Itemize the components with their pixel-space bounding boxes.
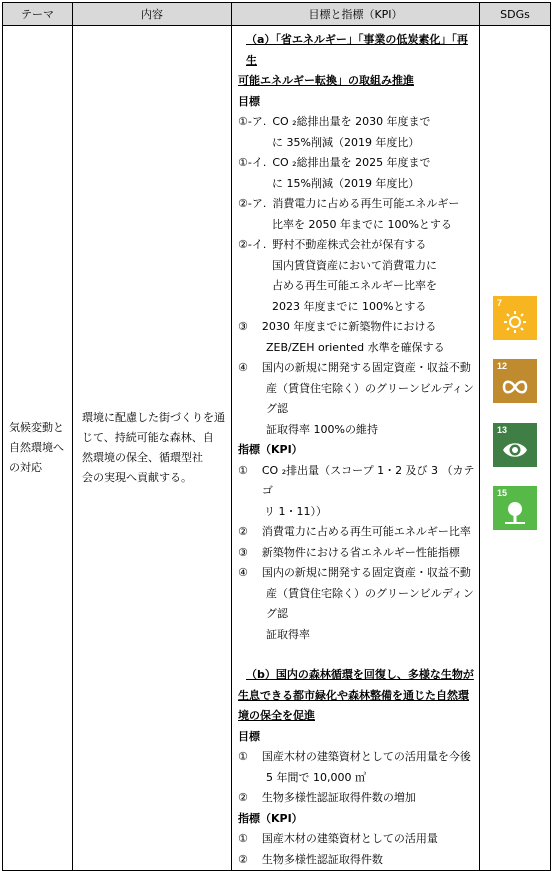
goal-item [238,358,475,379]
sdg-12-icon [493,359,537,403]
section-a-kpi-label: 指標（KPI） [238,443,303,456]
goal-number: ①-イ. [238,156,267,169]
goal-text: 消費電力に占める再生可能エネルギー [272,197,460,210]
theme-line: 気候変動と [9,421,64,434]
kpi-number: ① [238,832,248,845]
theme-line: 自然環境へ [9,441,64,454]
goal-number: ② [238,791,248,804]
kpi-text: 消費電力に占める再生可能エネルギー比率 [261,525,471,538]
header-sdgs: SDGs [480,3,551,26]
content-cell [73,26,232,871]
kpi-item [238,461,475,502]
goal-text: に 15%削減（2019 年度比） [272,176,420,190]
goal-item [238,235,475,256]
goal-text: 証取得率 100%の維持 [266,422,378,436]
kpi-item [238,522,475,543]
goal-number: ① [238,750,248,763]
sdg-15-icon [493,486,537,530]
kpi-item [238,850,475,871]
sdgs-gap [480,467,550,486]
section-b-kpi-label: 指標（KPI） [238,811,303,825]
kpi-number: ② [238,525,248,538]
sdgs-gap [480,340,550,359]
kpi-item [238,543,475,564]
content-line: 会の実現へ貢献する。 [82,471,192,484]
sun-icon [503,310,527,334]
goal-text: CO ₂総排出量を 2030 年度まで [272,115,431,128]
kpi-text: 産（賃貸住宅除く）のグリーンビルディング認 [266,586,474,620]
kpi-item [238,563,475,584]
kpi-text: 新築物件における省エネルギー性能指標 [261,545,460,559]
kpi-text: 国産木材の建築資材としての活用量 [261,832,438,845]
kpi-text: CO ₂排出量（スコープ 1・2 及び 3 （カテゴ [261,463,475,497]
goal-text: 野村不動産株式会社が保有する [272,238,427,251]
eye-globe-icon [502,439,528,461]
goal-text: 生物多様性認証取得件数の増加 [261,791,416,804]
sdg-7-icon [493,296,537,340]
header-content: 内容 [73,3,232,26]
goal-text: 国内の新規に開発する固定資産・収益不動 [261,361,471,374]
theme-line: の対応 [9,461,42,474]
kpi-text: 国内の新規に開発する固定資産・収益不動 [261,566,471,579]
sdgs-top-spacer [480,26,550,296]
kpi-text: 証取得率 [266,627,310,641]
theme-cell [3,26,73,871]
section-b-heading: 生息できる都市緑化や森林整備を通じた自然環 [238,688,469,702]
goal-number: ①-ア. [238,115,267,128]
sdg-number: 7 [497,298,503,308]
goal-text: 5 年間で 10,000 ㎥ [266,770,366,784]
goal-item [238,317,475,338]
sustainability-table [2,2,551,871]
goal-text: 占める再生可能エネルギー比率を [272,279,437,292]
sdg-number: 13 [497,425,508,435]
section-a-goals-label: 目標 [238,94,260,108]
goal-number: ④ [238,361,248,374]
goal-item [238,153,475,174]
section-a-heading: （a）「省エネルギー」「事業の低炭素化」「再生 [246,33,468,67]
goal-text: 比率を 2050 年までに 100%とする [272,217,452,231]
goal-number: ②-イ. [238,238,267,251]
section-b-heading: 境の保全を促進 [238,709,315,722]
sdgs-cell [480,26,551,871]
infinity-icon [502,377,528,397]
sdg-number: 15 [497,488,508,498]
goal-text: 2023 年度までに 100%とする [272,299,427,313]
content-line: じて、持続可能な森林、自 [82,431,214,444]
kpi-number: ④ [238,566,248,579]
header-theme: テーマ [3,3,73,26]
header-row [3,3,551,26]
section-spacer [238,645,475,665]
content-line: 然環境の保全、循環型社 [82,451,203,464]
goal-text: CO ₂総排出量を 2025 年度まで [272,156,431,169]
sdg-13-icon [493,423,537,467]
kpi-text: 生物多様性認証取得件数 [261,852,383,866]
body-row [3,26,551,871]
goal-number: ③ [238,320,248,333]
header-goals: 目標と指標（KPI） [232,3,480,26]
section-b-heading: （b）国内の森林循環を回復し、多様な生物が [246,668,474,681]
goal-text: 産（賃貸住宅除く）のグリーンビルディング認 [266,381,474,415]
sdg-number: 12 [497,361,508,371]
goals-cell [232,26,480,871]
goal-item [238,194,475,215]
tree-icon [502,500,528,526]
goal-text: に 35%削減（2019 年度比） [272,135,420,149]
goal-item [238,747,475,768]
kpi-number: ② [238,852,248,866]
goal-item [238,788,475,809]
goal-item [238,112,475,133]
goal-text: 国産木材の建築資材としての活用量を今後 [261,750,471,763]
goal-text: 2030 年度までに新築物件における [261,320,437,333]
goal-text: ZEB/ZEH oriented 水準を確保する [266,340,445,354]
goal-number: ②-ア. [238,197,267,210]
kpi-number: ① [238,463,248,477]
section-b-goals-label: 目標 [238,729,260,743]
kpi-number: ③ [238,545,248,559]
section-a-heading: 可能エネルギー転換」の取組み推進 [238,74,414,87]
sdgs-gap [480,403,550,423]
content-line: 環境に配慮した街づくりを通 [82,411,225,424]
kpi-text: リ 1・11）） [264,504,327,518]
kpi-item [238,829,475,850]
goal-text: 国内賃貸資産において消費電力に [272,258,437,272]
